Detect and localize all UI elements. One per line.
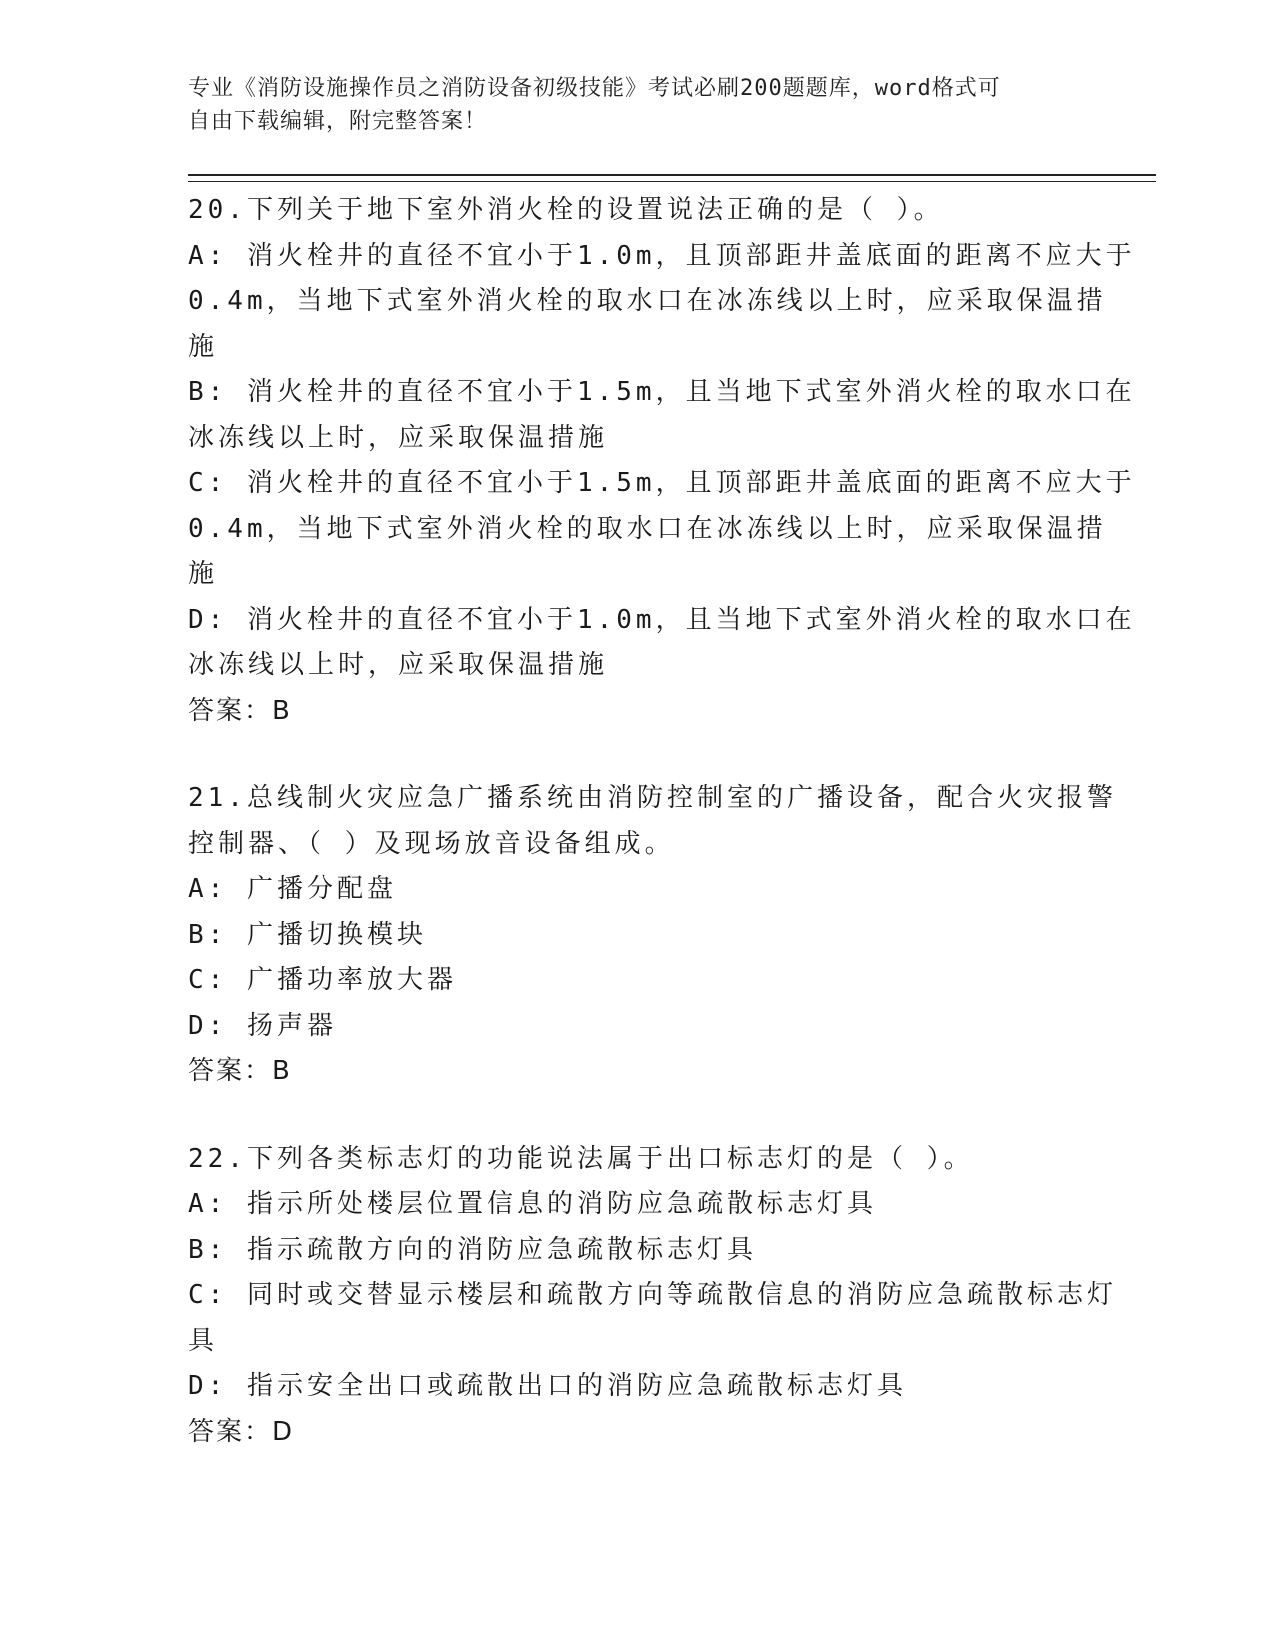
option-c-line-1: C: 同时或交替显示楼层和疏散方向等疏散信息的消防应急疏散标志灯: [188, 1280, 1117, 1310]
question-21-stem-line-1: 21.总线制火灾应急广播系统由消防控制室的广播设备，配合火灾报警: [188, 783, 1117, 813]
answer-21: 答案：B: [188, 1056, 292, 1086]
header-divider: [188, 174, 1156, 176]
question-22-stem: 22.下列各类标志灯的功能说法属于出口标志灯的是（ ）。: [188, 1143, 974, 1174]
option-b-line-1: B: 消火栓井的直径不宜小于1.5m，且当地下式室外消火栓的取水口在: [188, 377, 1136, 407]
option-b-line-2: 冰冻线以上时，应采取保温措施: [188, 422, 609, 453]
question-20: [188, 188, 1136, 734]
option-d-line-1: D: 消火栓井的直径不宜小于1.0m，且当地下式室外消火栓的取水口在: [188, 604, 1136, 635]
question-21-stem-line-2: 控制器、（ ）及现场放音设备组成。: [188, 828, 675, 859]
answer-20: 答案：B: [188, 695, 292, 726]
option-a-line-1: A: 消火栓井的直径不宜小于1.0m，且顶部距井盖底面的距离不应大于: [188, 240, 1136, 271]
header-line-2: 自由下载编辑，附完整答案！: [188, 109, 488, 134]
option-c-line-2: 具: [188, 1325, 219, 1356]
option-a: A: 指示所处楼层位置信息的消防应急疏散标志灯具: [188, 1189, 877, 1219]
option-a: A: 广播分配盘: [188, 874, 397, 904]
option-b: B: 指示疏散方向的消防应急疏散标志灯具: [188, 1234, 757, 1265]
header-line-1: 专业《消防设施操作员之消防设备初级技能》考试必刷200题题库，word格式可: [188, 76, 1001, 101]
option-d: D: 扬声器: [188, 1010, 337, 1041]
question-22: [188, 1137, 1117, 1456]
document-header: [188, 72, 1088, 138]
question-list: [188, 188, 1136, 1497]
question-20-stem: 20.下列关于地下室外消火栓的设置说法正确的是（ ）。: [188, 195, 944, 225]
option-d: D: 指示安全出口或疏散出口的消防应急疏散标志灯具: [188, 1371, 907, 1401]
option-d-line-2: 冰冻线以上时，应采取保温措施: [188, 650, 609, 680]
header-divider-thin: [188, 181, 1156, 182]
option-a-line-3: 施: [188, 331, 219, 362]
option-c: C: 广播功率放大器: [188, 965, 457, 995]
option-b: B: 广播切换模块: [188, 919, 427, 950]
option-c-line-3: 施: [188, 559, 219, 589]
option-c-line-2: 0.4m，当地下式室外消火栓的取水口在冰冻线以上时，应采取保温措: [188, 513, 1107, 544]
question-21: [188, 776, 1117, 1095]
option-c-line-1: C: 消火栓井的直径不宜小于1.5m，且顶部距井盖底面的距离不应大于: [188, 468, 1136, 498]
answer-22: 答案：D: [188, 1416, 295, 1447]
option-a-line-2: 0.4m，当地下式室外消火栓的取水口在冰冻线以上时，应采取保温措: [188, 286, 1107, 316]
